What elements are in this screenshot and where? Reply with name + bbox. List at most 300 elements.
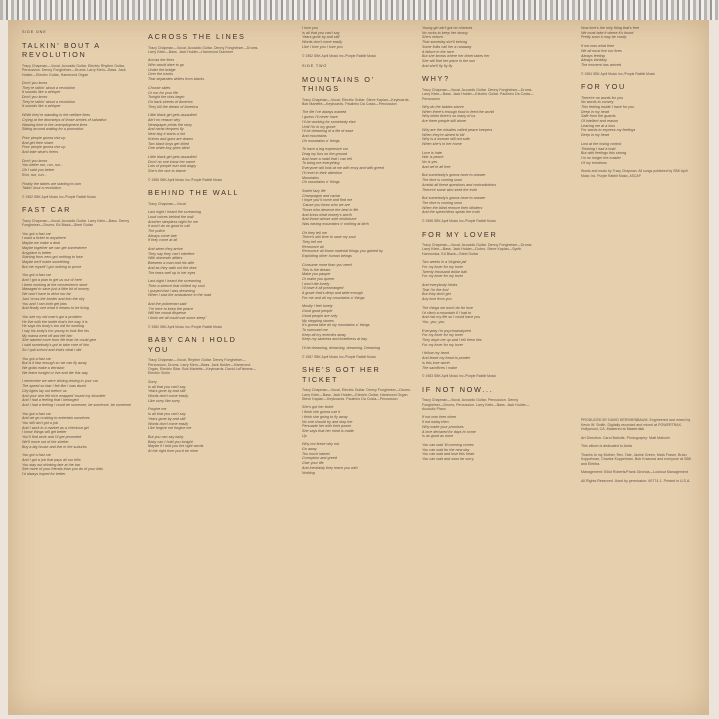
- lyric-line: I think she gonna use it: [302, 410, 341, 415]
- lyric-line: Renounce all those material things you gained by: [302, 249, 383, 254]
- lyric-line: You still ain't got a job: [22, 421, 58, 426]
- lyric-line: While they're standing in the welfare lines: [22, 113, 91, 118]
- lyric-line: Of intellect and reason: [581, 119, 619, 124]
- lyric-line: A failure in the race: [422, 49, 454, 54]
- credits-ticket: Tracy Chapman—Vocal, Electric Guitar. Denny Fongheiser—Drums. Larry Klein—Bass. Jack Holder—Electric Guitar, Hammond Organ. Steve Kaplan—Keyboards. Paulinho Da Costa—Percussion: [302, 388, 411, 401]
- lyric-line: We leave tonight or live and die this way: [22, 370, 89, 375]
- lyric-line: Until I'm in my grave: [302, 124, 336, 129]
- lyric-line: Pretty soon it may be costly: [581, 35, 627, 40]
- lyric-line: See more of your friends than you do of your kids: [22, 467, 103, 472]
- lyrics-fastcar: [22, 232, 134, 477]
- lyric-line: Like forgive me forgive me: [148, 426, 192, 431]
- lyric-line: Persuade her with their power: [302, 424, 352, 429]
- lyric-line: You better run, run, run...: [22, 163, 64, 168]
- lyric-line: That I'm the fool: [422, 287, 449, 292]
- lyric-line: They say they can't interfere: [148, 251, 195, 256]
- lyric-line: You can wait 'til morning comes: [422, 442, 474, 447]
- lyric-line: Poor people gonna rise up: [22, 145, 66, 150]
- lyrics-ticket: [302, 405, 414, 475]
- lyric-line: They dope me up and I tell them lies: [422, 338, 482, 343]
- song-title-forlover: FOR MY LOVER: [422, 229, 498, 239]
- lyric-line: Why are the missiles called peace keepers: [422, 127, 493, 132]
- lyric-line: The things we won't do for love: [422, 305, 473, 310]
- lyric-line: Oh I said you better: [22, 168, 55, 173]
- lyric-line: Why not leave why not: [302, 442, 340, 447]
- lyric-line: And as they walk out the door: [148, 265, 197, 270]
- lyric-line: And I had a feeling I could be someone, be someone, be someone: [22, 402, 131, 407]
- lyric-line: Lots of people hurt and angry: [148, 164, 197, 169]
- lyric-line: Maybe if I told you the right words: [148, 444, 204, 449]
- lyric-line: I think she going to fly away: [302, 414, 348, 419]
- lyric-line: And those whose sole misfortune: [302, 217, 357, 222]
- lyric-line: And when they arrive: [148, 247, 183, 252]
- lyric-line: Crying at the doorsteps of those armies of salvation: [22, 117, 107, 122]
- lyric-line: Twenty thousand dollar bail: [422, 269, 467, 274]
- song-title-behind: BEHIND THE WALL: [148, 188, 240, 198]
- lyric-line: I love you: [302, 26, 318, 30]
- lyric-line: Good people are only: [302, 313, 338, 318]
- lyric-line: Everyone will look at me with envy and with greed: [302, 166, 384, 171]
- lyric-line: I won't die lonely: [302, 281, 330, 286]
- copyright-why: © 1988 SBK April Music Inc./Purple Rabbit Music: [422, 219, 497, 224]
- lyric-line: For me and all my mountains o' things: [302, 295, 365, 300]
- lyric-line: Is this love worth: [422, 360, 450, 365]
- lyrics-baby-continued: [302, 26, 414, 50]
- note-art: Art Direction: Carol Bobolts. Photography: Matt Mahurin: [581, 435, 671, 440]
- lyric-line: And your arm felt nice wrapped 'round my shoulder: [22, 393, 106, 398]
- lyric-line: Why when there's so many of us: [422, 114, 476, 119]
- lyric-line: Wasting time in the unemployment lines: [22, 122, 88, 127]
- lyric-line: Across the lines: [148, 58, 175, 63]
- lyric-line: You got a fast car: [22, 273, 51, 278]
- lyric-line: But you can say baby: [148, 434, 184, 439]
- lyric-line: Is all that you can't say: [302, 30, 340, 35]
- lyric-line: Give your life: [302, 461, 324, 466]
- lyrics-ifnot: [422, 415, 534, 461]
- lyric-line: Years gone by and still: [302, 35, 340, 40]
- lyric-line: Knives and guns are drawn: [148, 136, 193, 141]
- lyrics-talkin: [22, 81, 134, 191]
- lyric-line: "I'm here to keep the peace: [148, 306, 194, 311]
- credits-ifnot: Tracy Chapman—Vocal, Acoustic Guitar, Percussion. Denny Fongheiser—Drums, Percussion. Larry Klein—Bass. Jack Holder—Acoustic Piano: [422, 398, 530, 412]
- lyric-line: Choose sides: [148, 85, 171, 90]
- lyric-line: Oh they tell me: [302, 230, 327, 235]
- lyric-line: You can wait and lose this heart: [422, 452, 475, 457]
- lyric-line: But somebody's gonna have to answer: [422, 173, 486, 178]
- lyric-line: Young girl ain't got no chances: [422, 26, 473, 30]
- column-1: [22, 26, 134, 712]
- lyric-line: For my lover for my lover: [422, 333, 463, 338]
- lyric-line: Between a man and his wife: [148, 261, 195, 266]
- lyric-line: I'll have it all prearranged: [302, 286, 344, 291]
- lyric-line: You got a fast car: [22, 356, 51, 361]
- lyric-line: City lights lay out before us: [22, 388, 67, 393]
- lyric-line: My mama went off and left him: [22, 333, 73, 338]
- credits-across: Tracy Chapman—Vocal, Acoustic Guitar. Denny Fongheiser—Drums. Larry Klein—Bass. Jack Holder—Hammond Dulcimer: [148, 45, 259, 54]
- lyric-line: And I work in a market as a checkout girl: [22, 425, 89, 430]
- copyright-baby: © 1982 SBK April Music Inc./Purple Rabbit Music: [302, 53, 377, 58]
- lyric-line: When I saw the ambulance in the road: [148, 293, 212, 298]
- lyric-line: You, you, you: [422, 319, 445, 324]
- lyric-line: I follow my heart: [422, 351, 450, 356]
- lyric-line: And get their share: [22, 140, 54, 145]
- lyric-line: The tears well up in her eyes: [148, 270, 196, 275]
- lyric-line: Another sleepless night for me: [148, 219, 199, 224]
- lyric-line: Buy a big house and live in the suburbs: [22, 444, 87, 449]
- lyric-line: It sounds like a whisper: [22, 90, 61, 95]
- lyric-line: But somebody's gonna have to answer: [422, 196, 486, 201]
- song-title-ticket: SHE'S GOT HER TICKET: [302, 365, 381, 384]
- lyric-line: But is it fast enough so we can fly away: [22, 361, 87, 366]
- lyric-line: I'd always hoped for better: [22, 472, 66, 477]
- lyric-line: You got a fast car: [22, 411, 51, 416]
- lyric-line: You got a fast car: [22, 453, 51, 458]
- lyric-line: Last night I heard the screaming: [148, 210, 201, 215]
- lyric-line: And take what's theirs: [22, 150, 59, 155]
- credits-why: Tracy Chapman—Vocal, Acoustic Guitar. Denny Fongheiser—Drums. Larry Klein—Bass. Jack Holder—Electric Guitar. Paulinho Da Costa—Percussion: [422, 87, 534, 101]
- lyric-line: The police: [148, 228, 166, 233]
- lyric-line: For my lover for my lover: [422, 274, 463, 279]
- copyright-forlover: © 1983 SBK April Music Inc./Purple Rabbit Music: [422, 374, 497, 379]
- lyric-line: No words to convey: [581, 100, 614, 105]
- lyric-line: Run, run, run...: [22, 172, 47, 177]
- lyric-line: Oh mountains o' things: [302, 180, 340, 185]
- lyric-line: Mostly I feel lonely: [302, 304, 333, 309]
- lyrics-behind: [148, 210, 260, 321]
- lyric-line: If they come at all: [148, 238, 178, 243]
- lyric-line: Sitting around waiting for a promotion: [22, 127, 84, 132]
- lyric-line: Two weeks in a Virginia jail: [422, 260, 467, 265]
- lyric-line: But me myself I got nothing to prove: [22, 264, 82, 269]
- lyric-line: We won't have to drive too far: [22, 292, 71, 297]
- lyric-line: No is yes: [422, 160, 438, 165]
- lyric-line: Forgive me: [148, 407, 167, 412]
- lyric-line: Don't you know: [22, 80, 48, 85]
- column-5: [581, 26, 693, 712]
- lyric-line: You can wait and soon be sorry: [422, 457, 474, 462]
- lyric-line: Was having mountains o' nothing at birth: [302, 221, 369, 226]
- lyric-line: Anyplace is better: [22, 250, 52, 255]
- lyric-line: Just 'cross the border and into the city: [22, 296, 85, 301]
- lyric-line: Deep in my heart: [581, 133, 610, 138]
- copyright-across: © 1985 SBK April Music Inc./Purple Rabbit Music: [148, 177, 223, 182]
- lyric-line: At the right time you'd be mine: [148, 449, 198, 454]
- credits-baby: Tracy Chapman—Vocal, Rhythm Guitar. Denny Fongheiser—Percussion, Drums. Larry Klein—Bass. Jack Holder—Hammond Organ, Electric Sitar. Bob Marlette—Keyboards. David LaFlamme—Electric Violin: [148, 358, 257, 376]
- lyric-line: For my lover for my lover: [422, 264, 463, 269]
- side-one-label: SIDE ONE: [22, 30, 47, 34]
- lyric-line: Years gone by and still: [148, 389, 186, 394]
- lyric-line: Under the bridge: [148, 67, 176, 72]
- lyric-line: Managed to save just a little bit of money: [22, 287, 90, 292]
- lyric-line: They're talkin' about a revolution: [22, 99, 76, 104]
- lyric-line: Last night I heard the screaming: [148, 279, 201, 284]
- lyric-line: And I had a feeling that I belonged: [22, 398, 79, 403]
- lyric-line: My stepping stones: [302, 318, 334, 323]
- lyric-line: There're no words for you: [581, 95, 624, 100]
- lyric-line: Deep in my heart: [581, 109, 610, 114]
- lyric-line: When there's enough food to feed the world: [422, 109, 494, 114]
- lyric-line: And everybody thinks: [422, 283, 458, 288]
- lyric-line: When she's in her home: [422, 141, 462, 146]
- credits-fastcar: Tracy Chapman—Vocal, Acoustic Guitar. Larry Klein—Bass. Denny Fongheiser—Drums. Ed Black—Steel Guitar: [22, 218, 130, 228]
- lyric-line: I'll be working for somebody else: [302, 119, 356, 124]
- column-3: [302, 26, 414, 712]
- lyric-line: And we go cruising to entertain ourselves: [22, 416, 90, 421]
- credits-talkin: Tracy Chapman—Vocal, Acoustic Guitar, Electric Rhythm Guitar, Percussion. Denny Fongheiser—Drums. Larry Klein—Bass. Jack Holder—Electric Guitar, Hammond Organ: [22, 63, 126, 77]
- lyric-line: No one should try and stop her: [302, 419, 353, 424]
- lyric-line: It's gonna take all my mountains o' things: [302, 323, 370, 328]
- lyric-line: The sacrifices I make: [422, 365, 458, 370]
- lyric-line: I'll revel in their attention: [302, 170, 343, 175]
- lyric-line: Good good people: [302, 309, 333, 314]
- lyric-line: Words don't come easily: [148, 394, 189, 398]
- lyric-line: I'll be dreaming of a life of ease: [302, 129, 354, 134]
- lyric-line: But they don't get: [422, 292, 451, 297]
- lyric-line: Lost at the losing control: [581, 141, 622, 146]
- lyric-line: I remember we were driving driving in your car: [22, 379, 98, 384]
- lyric-line: Poor people gonna rise up: [22, 135, 66, 140]
- lyric-line: Little black girl gets assaulted: [148, 113, 197, 118]
- lyric-line: I hope you'll come and find me: [302, 198, 353, 203]
- lyric-line: It won't do no good to call: [148, 224, 190, 229]
- lyric-line: On back streets of America: [148, 99, 193, 104]
- lyric-line: Too much hatred: [302, 451, 330, 456]
- lyric-line: Nothing: [302, 470, 315, 475]
- credits-behind: Tracy Chapman—Vocal: [148, 201, 186, 206]
- lyric-line: Of my emotions: [581, 160, 607, 165]
- lyric-line: It sounds like a whisper: [22, 104, 61, 109]
- lyric-line: That separates whites from blacks: [148, 77, 205, 82]
- lyric-line: You see my old man's got a problem: [22, 314, 82, 319]
- lyric-sleeve: [8, 20, 709, 715]
- lyric-line: I think we all could use some sleep": [148, 316, 207, 321]
- lyric-line: When the blind remove their blinders: [422, 205, 483, 210]
- copyright-talkin: © 1982 SBK April Music Inc./Purple Rabbit Music: [22, 194, 97, 199]
- lyric-line: The time is coming soon: [422, 201, 463, 205]
- copyright-ifnot: © 1984 SBK April Music Inc./Purple Rabbit Music: [581, 71, 656, 76]
- lyric-line: Always feeling: [581, 53, 605, 58]
- lyric-line: Everyday I'm psychoanalyzed: [422, 328, 471, 333]
- lyric-line: Words don't come easily: [302, 40, 343, 45]
- lyric-line: And I got a job that pays all our bills: [22, 457, 81, 462]
- lyric-line: He says his body's too old for working: [22, 324, 85, 329]
- lyric-line: No rocks to keep her strong: [422, 30, 468, 35]
- note-management: Management: Elliot Roberts/Frank Gironda—Lookout Management: [581, 470, 688, 475]
- lyric-line: They tell me: [302, 240, 323, 245]
- lyric-line: Make you pauper: [302, 272, 331, 277]
- lyric-line: Champagne and caviar: [302, 193, 341, 198]
- lyric-line: Who would dare to go: [148, 63, 184, 68]
- lyric-line: Keep my sadness and loneliness at bay: [302, 337, 368, 342]
- lyric-line: She says that her mind is made: [302, 428, 354, 433]
- lyric-line: I'll be dreaming, dreaming, dreaming, Dreaming: [302, 346, 381, 351]
- lyric-line: Or make you queen: [302, 276, 335, 281]
- lyric-line: The moment has arrived: [581, 62, 622, 67]
- lyric-line: The time is coming soon: [422, 178, 463, 183]
- lyric-line: But with feelings this strong: [581, 151, 627, 156]
- lyric-line: And have a maid that I can tell: [302, 156, 352, 161]
- song-title-across: ACROSS THE LINES: [148, 32, 246, 41]
- lyric-line: Any love from you: [422, 297, 452, 302]
- lyric-line: Is all that you can't say: [148, 384, 186, 389]
- lyric-line: Love is hate: [422, 150, 442, 155]
- lyric-line: Then a silence that chilled my soul: [148, 283, 205, 288]
- lyric-line: She will find her place in the sun: [422, 58, 476, 63]
- lyric-line: Mountains: [302, 175, 320, 180]
- lyric-line: She's got her ticket: [302, 405, 334, 410]
- side-two-label: SIDE TWO: [302, 63, 328, 68]
- lyric-line: War is peace: [422, 155, 444, 160]
- lyric-line: Some folks call her a runaway: [422, 44, 472, 49]
- lyric-line: Always come late: [148, 233, 177, 238]
- lyric-line: And know what money's worth: [302, 212, 352, 217]
- lyric-line: I say his body's too young to look like his: [22, 329, 89, 334]
- lyric-line: Is all that you can't say: [148, 412, 186, 417]
- lyric-line: Keep all my enemies away: [302, 332, 346, 337]
- lyric-line: You got a fast car: [22, 231, 51, 236]
- lyric-line: And mountains: [302, 133, 327, 138]
- lyric-line: Like I love you I love you: [302, 44, 343, 49]
- lyric-line: Finally the tables are starting to turn: [22, 181, 82, 186]
- column-2: [148, 26, 260, 712]
- lyric-line: And we're all free: [422, 164, 451, 169]
- copyright-mountains: © 1987 SBK April Music Inc./Purple Rabbit Music: [302, 354, 377, 359]
- song-title-baby: BABY CAN I HOLD YOU: [148, 335, 237, 354]
- lyric-line: Go away: [302, 447, 317, 452]
- lyric-line: We must take it where it's found: [581, 30, 634, 35]
- note-thanks: Thanks to my Mother, Rev. Tate, Jackie Green, Mark Fraser, Brian Koppelman, Charles Koppelman, Bob Krasnow and everyone at SBK and Elektra.: [581, 452, 692, 466]
- lyric-line: One white boy goes blind: [148, 146, 190, 151]
- note-producer: PRODUCED BY DAVID KERSHENBAUM. Engineered and mixed by Kevin W. Smith. Digitally recorded and mixed at POWERTRAX, Hollywood, CA. Mastered at Masterdisk: [581, 418, 691, 432]
- lyric-line: He live with the bottle that's the way it is: [22, 319, 88, 324]
- lyric-line: I guess I'll never have: [302, 115, 338, 120]
- lyric-line: With domestic affairs: [148, 256, 183, 261]
- lyric-line: Thinking I had a hold: [581, 146, 616, 151]
- lyric-line: Sorry: [148, 379, 157, 384]
- lyric-line: Leaving me at a loss: [581, 123, 615, 128]
- lyric-line: I prayed that I was dreaming: [148, 288, 195, 293]
- lyric-line: We all must live our lives: [581, 48, 622, 53]
- lyric-line: So I quit school and that's what I did: [22, 347, 82, 352]
- lyric-line: Years gone by and still: [148, 416, 186, 421]
- lyric-line: Loud voices behind the wall: [148, 214, 194, 219]
- lyric-line: Amidst all these questions and contradictions: [422, 182, 497, 187]
- lyric-line: I been working at the convenience store: [22, 282, 88, 287]
- lyric-line: And leave my head to ponder: [422, 356, 471, 361]
- lyrics-across: [148, 58, 260, 173]
- lyric-line: Talkin' bout a revolution: [22, 186, 61, 191]
- lyric-line: 'Cause you know who we are: [302, 203, 350, 208]
- lyric-line: And the speechless speak the truth: [422, 210, 480, 215]
- lyric-line: A grave that's deep and wide enough: [302, 291, 363, 296]
- lyric-line: Maybe together we can get somewhere: [22, 245, 87, 250]
- lyric-line: Tonight the riots begin: [148, 95, 185, 100]
- lyrics-why: [422, 105, 534, 215]
- lyric-line: There're some who seek the truth: [422, 187, 478, 192]
- lyric-line: Always thinking: [581, 58, 607, 63]
- lyric-line: Words don't come easily: [148, 421, 189, 426]
- lyric-line: And I got a plan to get us out of here: [22, 278, 83, 283]
- lyric-line: Why do the babies starve: [422, 105, 464, 110]
- lyric-line: Little black girl gets assaulted: [148, 154, 197, 159]
- lyric-line: To have a big expensive car: [302, 147, 348, 152]
- lyric-line: Don't no one know her name: [148, 159, 196, 164]
- lyric-line: Will the crowd disperse: [148, 311, 187, 316]
- lyric-line: She wanted more from life than he could give: [22, 338, 97, 343]
- lyric-line: Those who deserve the best in life: [302, 207, 359, 212]
- lyric-line: Oh mountains o' things: [302, 138, 340, 143]
- credits-forlover: Tracy Chapman—Vocal, Acoustic Guitar. Denny Fongheiser—Drums. Larry Klein—Bass. Jack Holder—Dobro. Steve Kaplan—Synth Harmonica. Ed Black—Steel Guitar: [422, 243, 533, 256]
- lyric-line: If not today then: [422, 420, 449, 425]
- lyric-line: Next day it starts a riot: [148, 132, 185, 137]
- note-rights: All Rights Reserved. Used by permission. 60774-1. Printed in U.S.A.: [581, 478, 691, 483]
- lyric-line: This feeling inside I have for you: [581, 104, 635, 109]
- lyric-line: This is the dream: [302, 267, 331, 272]
- lyric-line: They kill the dream of America: [148, 104, 198, 109]
- lyric-line: There's still time to save my soul: [302, 235, 356, 240]
- lyric-line: Starting from zero got nothing to lose: [22, 255, 83, 260]
- lyric-line: The life I've always wanted: [302, 110, 347, 115]
- lyric-line: A love declared for days to come: [422, 429, 476, 434]
- lyric-line: And finally see what it means to be living: [22, 306, 89, 311]
- lyric-line: Maybe we'll make something: [22, 259, 70, 264]
- lyric-line: To bring me everything: [302, 161, 340, 166]
- production-notes: [581, 418, 693, 483]
- lyric-line: Like sorry like sorry: [148, 398, 181, 403]
- lyric-line: I want a ticket to anywhere: [22, 236, 66, 241]
- lyric-line: But she knows where her ticket takes her: [422, 54, 490, 59]
- song-title-fastcar: FAST CAR: [22, 205, 72, 215]
- song-title-foryou: FOR YOU: [581, 82, 627, 92]
- lyric-line: And racist tempers fly: [148, 127, 184, 132]
- lyric-line: Baby can I hold you tonight: [148, 439, 193, 444]
- lyric-line: Up: [302, 433, 307, 438]
- column-4: [422, 26, 534, 712]
- lyric-line: Two black boys get killed: [148, 141, 189, 146]
- lyric-line: Sweet lazy life: [302, 188, 326, 193]
- song-title-ifnot: IF NOT NOW...: [422, 384, 494, 394]
- lyric-line: Exploiting other human beings: [302, 254, 352, 259]
- song-title-mountains: MOUNTAINS O' THINGS: [302, 74, 375, 94]
- scanner-edge-strip: [0, 0, 719, 20]
- lyrics-ifnot-continued: [581, 26, 693, 68]
- lyric-line: We gotta make a decision: [22, 365, 65, 370]
- lyric-line: You and I can both get jobs: [22, 301, 67, 306]
- song-title-why: WHY?: [422, 74, 450, 84]
- lyric-line: Don't you know: [22, 95, 48, 100]
- lyric-line: You'll find work and I'll get promoted: [22, 435, 82, 440]
- lyric-line: I said somebody's got to take care of him: [22, 343, 90, 348]
- lyric-line: Maybe we make a deal: [22, 241, 60, 246]
- lyric-line: Drag my furs on the ground: [302, 152, 348, 157]
- lyric-line: Is as good as none: [422, 434, 454, 439]
- lyric-line: Why make your promises: [422, 424, 464, 429]
- lyric-line: Now love's the only thing that's free: [581, 26, 640, 30]
- lyric-line: The speed so fast I felt like I was drunk: [22, 384, 87, 389]
- lyric-line: You stay out drinking late at the bar: [22, 462, 81, 467]
- lyric-line: If not now then when: [422, 415, 457, 420]
- lyrics-mountains: [302, 110, 414, 350]
- lyric-line: And risk my life so I could have you: [422, 315, 481, 320]
- lyric-line: She's the one to blame: [148, 169, 186, 174]
- lyric-line: Consume more than you need: [302, 262, 352, 267]
- lyric-line: Renounce all: [302, 244, 324, 249]
- copyright-foryou: Words and music by Tracy Chapman. All songs published by SBK April Music Inc. Purple Rabbit Music, ASCAP: [581, 169, 688, 178]
- lyric-line: Why is a woman still not safe: [422, 137, 470, 142]
- lyric-line: For my lover for my lover: [422, 342, 463, 347]
- lyric-line: They're talkin' about a revolution: [22, 85, 76, 90]
- lyric-line: For words to express my feelings: [581, 128, 636, 133]
